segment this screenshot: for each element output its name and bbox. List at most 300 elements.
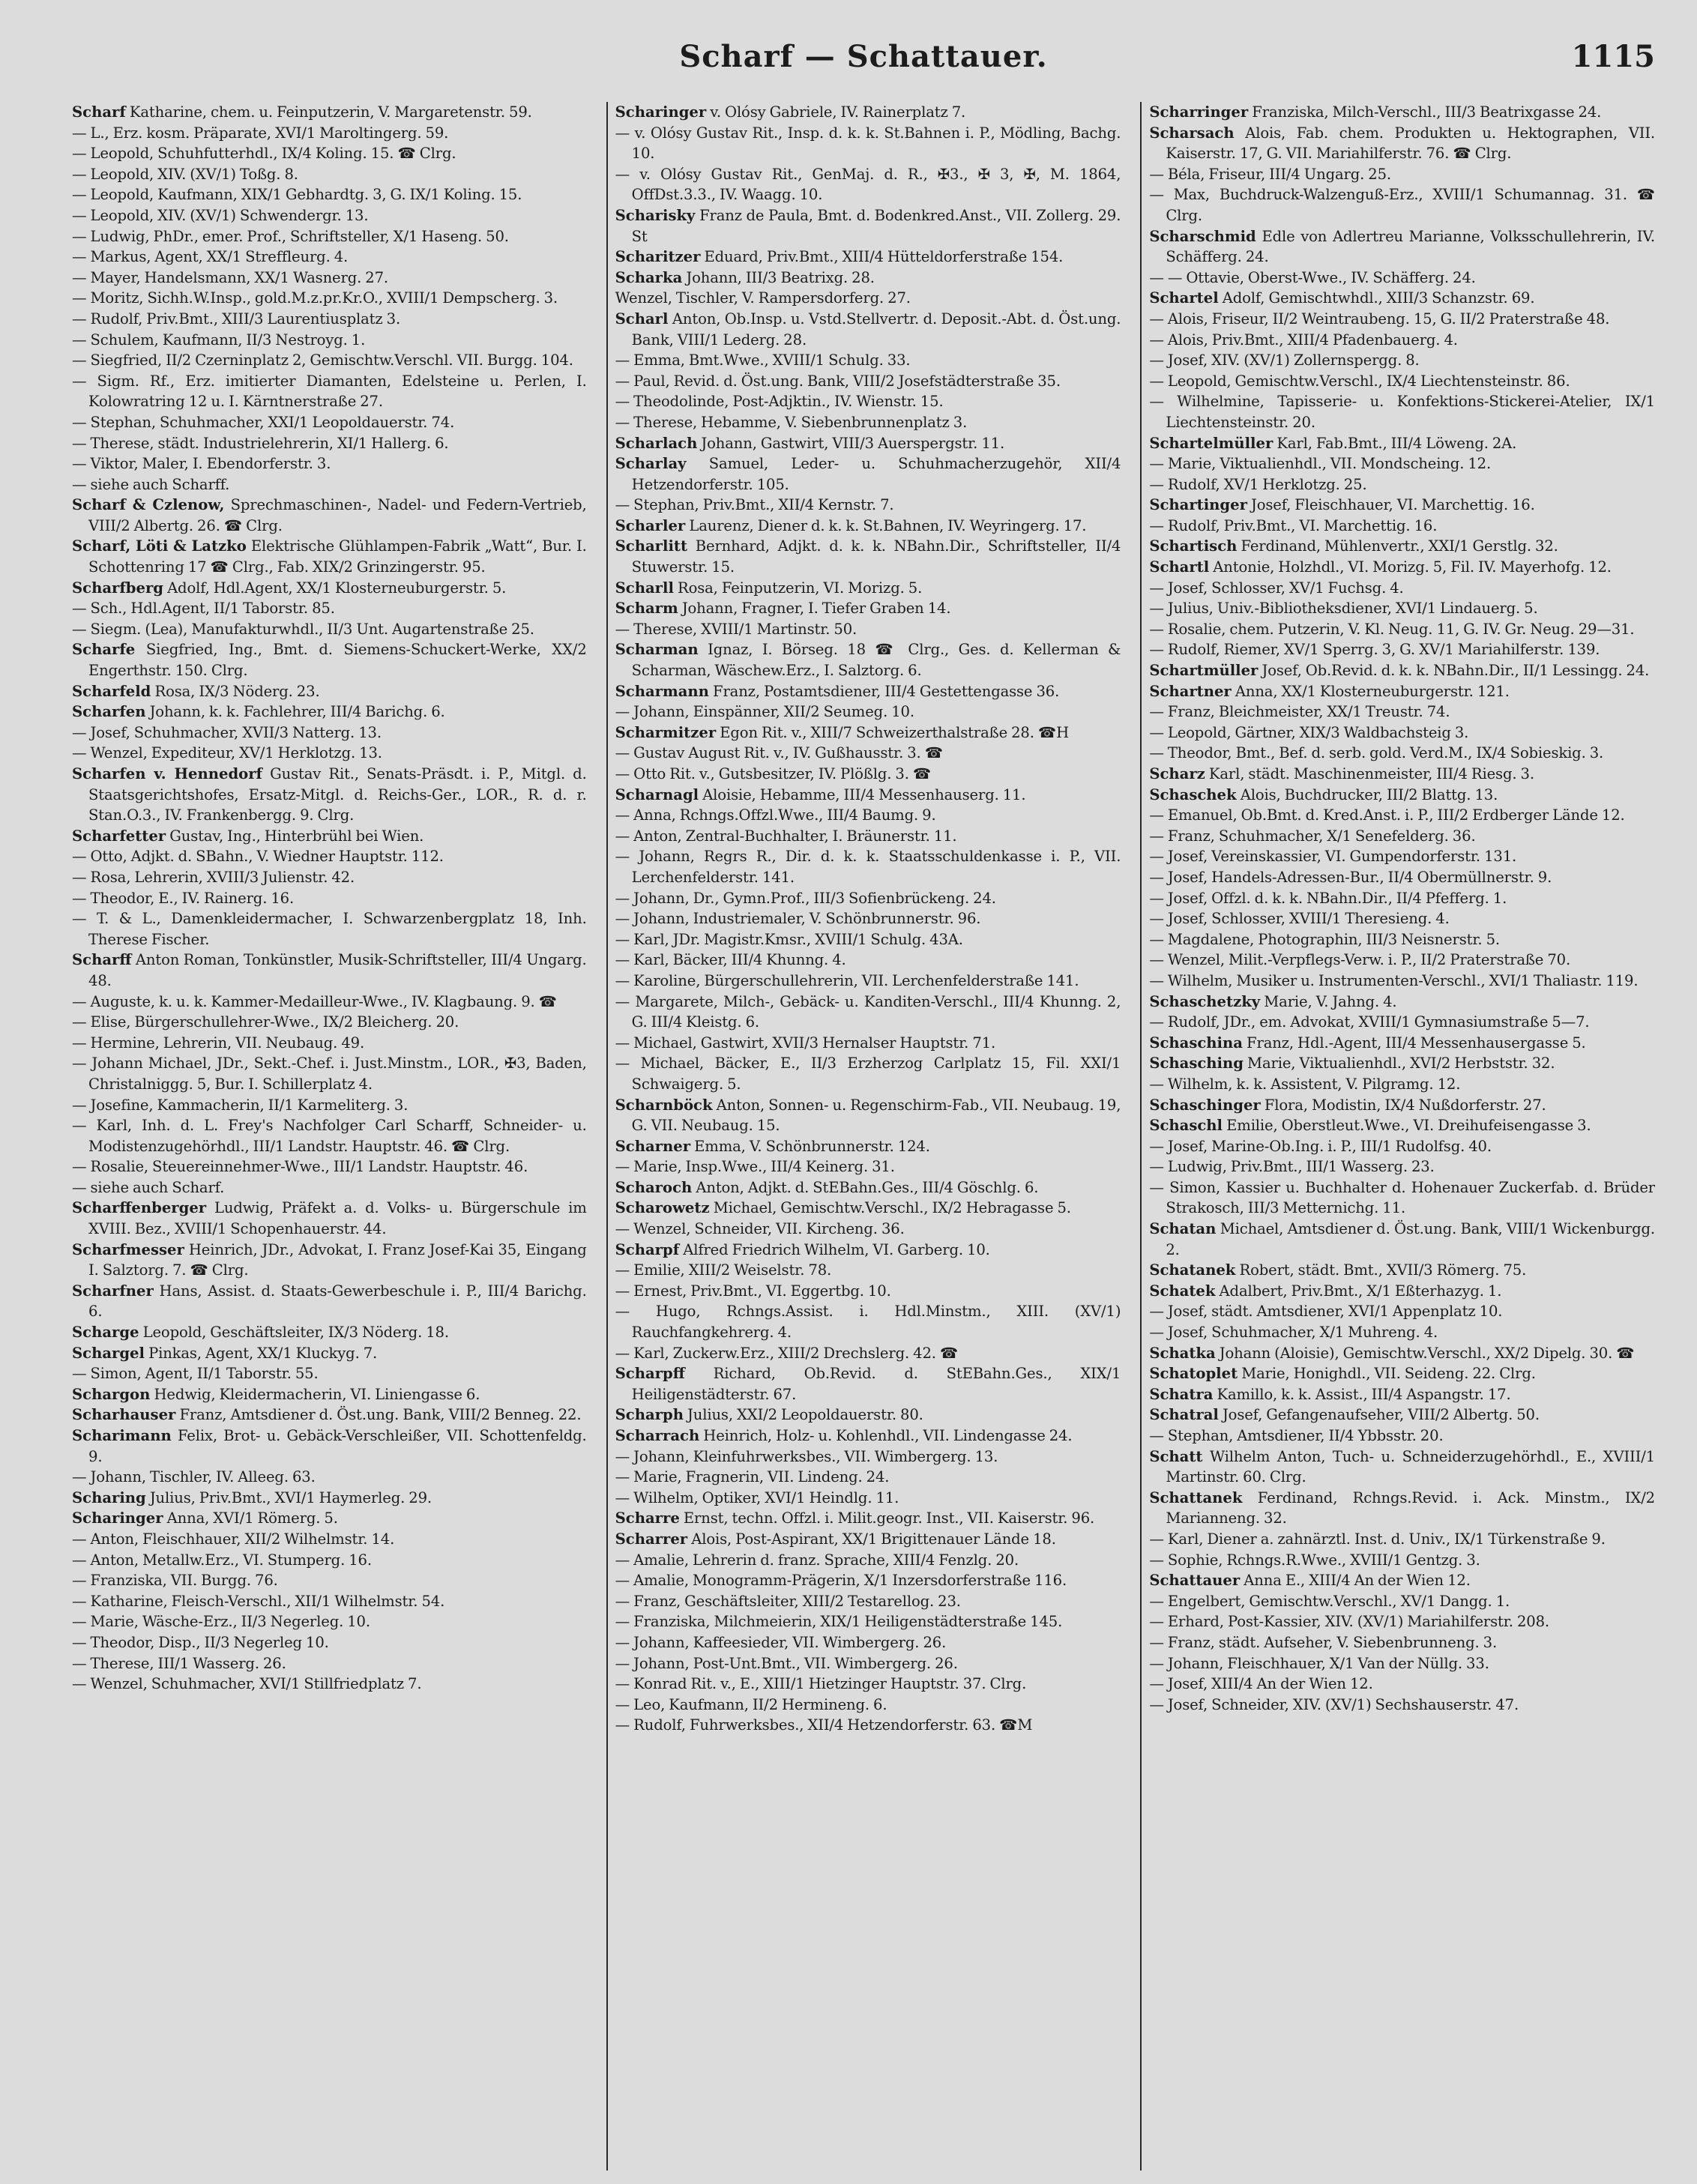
directory-entry <box>72 1156 587 1177</box>
entry-details: Antonie, Holzhdl., VI. Morizg. 5, Fil. IV. Mayerhofg. 12. <box>1213 558 1612 576</box>
directory-entry <box>1149 1570 1655 1591</box>
entry-surname: Scharoch <box>615 1178 693 1196</box>
entry-surname: Schaschl <box>1149 1117 1223 1135</box>
directory-entry <box>615 1550 1121 1571</box>
directory-entry <box>1149 1363 1655 1384</box>
directory-entry <box>72 1611 587 1632</box>
entry-details: — Johann, Kleinfuhrwerksbes., VII. Wimbergerg. 13. <box>615 1447 998 1465</box>
directory-entry <box>72 1591 587 1612</box>
entry-details: Anna, XVI/1 Römerg. 5. <box>166 1509 338 1527</box>
entry-surname: Schaschina <box>1149 1034 1243 1052</box>
entry-details: Marie, Viktualienhdl., XVI/2 Herbststr. 32. <box>1247 1055 1555 1073</box>
directory-entry <box>1149 702 1655 723</box>
directory-entry <box>1149 743 1655 764</box>
entry-surname: Schattanek <box>1149 1488 1243 1506</box>
entry-surname: Schargel <box>72 1344 145 1362</box>
directory-entry <box>1149 391 1655 432</box>
directory-entry <box>615 536 1121 577</box>
entry-details: Anton, Adjkt. d. StEBahn.Ges., III/4 Göschlg. 6. <box>696 1178 1039 1196</box>
entry-surname: Scharge <box>72 1324 139 1342</box>
entry-details: — Franziska, VII. Burgg. 76. <box>72 1572 278 1590</box>
entry-details: — Viktor, Maler, I. Ebendorferstr. 3. <box>72 455 331 473</box>
entry-details: — L., Erz. kosm. Präparate, XVI/1 Maroltingerg. 59. <box>72 124 449 142</box>
entry-details: — Rosalie, chem. Putzerin, V. Kl. Neug. 11, G. IV. Gr. Neug. 29—31. <box>1149 620 1635 638</box>
entry-details: — Josefine, Kammacherin, II/1 Karmeliterg. 3. <box>72 1096 409 1114</box>
entry-details: Heinrich, Holz- u. Kohlenhdl., VII. Lindengasse 24. <box>703 1427 1073 1444</box>
entry-details: — Wenzel, Schuhmacher, XVI/1 Stillfriedplatz 7. <box>72 1675 422 1693</box>
entry-details: — Rudolf, JDr., em. Advokat, XVIII/1 Gymnasiumstraße 5—7. <box>1149 1013 1590 1031</box>
entry-details: — Josef, Marine-Ob.Ing. i. P., III/1 Rudolfsg. 40. <box>1149 1137 1492 1155</box>
entry-details: — Schulem, Kaufmann, II/3 Nestroyg. 1. <box>72 331 366 349</box>
entry-details: — Johann, Fleischhauer, X/1 Van der Nüllg. 33. <box>1149 1654 1489 1672</box>
entry-details: Marie, V. Jahng. 4. <box>1264 992 1397 1010</box>
directory-entry <box>72 639 587 681</box>
directory-entry <box>1149 474 1655 495</box>
entry-surname: Scharsach <box>1149 124 1235 142</box>
entry-details: Karl, Fab.Bmt., III/4 Löweng. 2A. <box>1276 434 1517 452</box>
entry-details: — Auguste, k. u. k. Kammer-Medailleur-Wwe., IV. Klagbaung. 9. ☎ <box>72 992 557 1010</box>
entry-surname: Schatka <box>1149 1344 1216 1362</box>
entry-details: — Johann, Tischler, IV. Alleeg. 63. <box>72 1468 316 1486</box>
directory-entry <box>1149 578 1655 599</box>
entry-details: Flora, Modistin, IX/4 Nußdorferstr. 27. <box>1264 1096 1546 1114</box>
directory-entry <box>72 1363 587 1384</box>
entry-details: Katharine, chem. u. Feinputzerin, V. Margaretenstr. 59. <box>129 103 532 121</box>
directory-entry <box>72 1632 587 1653</box>
directory-entry <box>615 1343 1121 1364</box>
entry-surname: Scharfe <box>72 641 136 659</box>
directory-entry <box>1149 971 1655 992</box>
directory-entry <box>72 164 587 185</box>
entry-details: — Johann, Kaffeesieder, VII. Wimbergerg. 26. <box>615 1633 947 1651</box>
directory-entry <box>72 1426 587 1467</box>
directory-entry <box>1149 1095 1655 1116</box>
directory-entry <box>1149 723 1655 743</box>
entry-surname: Schatoplet <box>1149 1365 1238 1383</box>
directory-entry <box>72 288 587 309</box>
directory-entry <box>72 412 587 433</box>
entry-details: — T. & L., Damenkleidermacher, I. Schwarzenbergplatz 18, Inh. Therese Fischer. <box>72 910 587 948</box>
entry-surname: Scharmitzer <box>615 723 717 741</box>
entry-details: — Marie, Insp.Wwe., III/4 Keinerg. 31. <box>615 1158 895 1176</box>
entry-details: — Wilhelm, Musiker u. Instrumenten-Verschl., XVI/1 Thaliastr. 119. <box>1149 971 1639 989</box>
entry-details: — Karl, JDr. Magistr.Kmsr., XVIII/1 Schulg. 43A. <box>615 930 963 948</box>
directory-entry <box>72 205 587 226</box>
directory-entry <box>615 1240 1121 1261</box>
entry-details: Michael, Amtsdiener d. Öst.ung. Bank, VIII/1 Wickenburgg. 2. <box>1166 1220 1655 1258</box>
entry-details: — Josef, Schlosser, XVIII/1 Theresieng. 4. <box>1149 910 1450 928</box>
entry-details: — Wilhelm, k. k. Assistent, V. Pilgramg. 12. <box>1149 1075 1461 1093</box>
page-header <box>72 39 1655 85</box>
directory-entry <box>615 350 1121 371</box>
entry-details: Ignaz, I. Börseg. 18 ☎ Clrg., Ges. d. Kellerman & Scharman, Wäschew.Erz., I. Salztorg. 6. <box>631 641 1121 680</box>
entry-details: — Rudolf, XV/1 Herklotzg. 25. <box>1149 475 1367 493</box>
entry-details: — Karl, Bäcker, III/4 Khunng. 4. <box>615 951 846 969</box>
directory-entry <box>615 268 1121 289</box>
directory-entry <box>1149 1632 1655 1653</box>
column-right <box>1140 102 1655 2171</box>
entry-details: — Margarete, Milch-, Gebäck- u. Kanditen-Verschl., III/4 Khunng. 2, G. III/4 Kleistg. 6. <box>615 992 1121 1031</box>
entry-surname: Scharinger <box>72 1509 163 1527</box>
directory-entry <box>72 1095 587 1116</box>
directory-entry <box>615 433 1121 454</box>
directory-entry <box>615 1260 1121 1281</box>
entry-surname: Scharisky <box>615 206 696 224</box>
entry-details: — Theodolinde, Post-Adjktin., IV. Wienstr. 15. <box>615 393 944 411</box>
directory-entry <box>615 1488 1121 1509</box>
entry-details: — Siegm. (Lea), Manufakturwhdl., II/3 Unt. Augartenstraße 25. <box>72 620 534 638</box>
directory-entry <box>615 992 1121 1033</box>
entry-surname: Scharfmesser <box>72 1240 184 1258</box>
directory-entry <box>615 888 1121 909</box>
entry-details: — siehe auch Scharff. <box>72 475 230 493</box>
directory-entry <box>72 1550 587 1571</box>
entry-surname: Scharowetz <box>615 1199 710 1217</box>
entry-surname: Scharf & Czlenow, <box>72 496 225 514</box>
directory-entry <box>1149 1053 1655 1074</box>
directory-entry <box>72 908 587 950</box>
directory-entry <box>72 268 587 289</box>
entry-details: — Michael, Bäcker, E., II/3 Erzherzog Carlplatz 15, Fil. XXI/1 Schwaigerg. 5. <box>615 1055 1121 1093</box>
directory-entry <box>615 1136 1121 1157</box>
directory-entry <box>615 1095 1121 1136</box>
entry-details: Hans, Assist. d. Staats-Gewerbeschule i. P., III/4 Barichg. 6. <box>88 1282 587 1321</box>
entry-surname: Scharimann <box>72 1427 172 1444</box>
entry-details: Adalbert, Priv.Bmt., X/1 Eßterhazyg. 1. <box>1219 1282 1502 1300</box>
directory-entry <box>615 1405 1121 1426</box>
directory-entry <box>1149 1115 1655 1136</box>
directory-entry <box>615 1363 1121 1405</box>
directory-entry <box>1149 888 1655 909</box>
directory-entry <box>72 1384 587 1405</box>
directory-entry <box>615 929 1121 950</box>
entry-details: — Stephan, Priv.Bmt., XII/4 Kernstr. 7. <box>615 496 894 514</box>
entry-details: — Emma, Bmt.Wwe., XVIII/1 Schulg. 33. <box>615 352 911 369</box>
entry-details: Julius, Priv.Bmt., XVI/1 Haymerleg. 29. <box>149 1488 432 1506</box>
directory-entry <box>615 495 1121 516</box>
entry-details: Johann, Gastwirt, VIII/3 Auerspergstr. 11. <box>701 434 1005 452</box>
entry-details: Josef, Fleischhauer, VI. Marchettig. 16. <box>1251 496 1535 514</box>
entry-details: Egon Rit. v., XIII/7 Schweizerthalstraße 28. ☎H <box>720 723 1070 741</box>
directory-entry <box>615 1695 1121 1716</box>
directory-entry <box>615 1053 1121 1094</box>
directory-entry <box>72 723 587 743</box>
entry-details: — v. Olósy Gustav Rit., GenMaj. d. R., ✠3., ✠ 3, ✠, M. 1864, OffDst.3.3., IV. Waagg. 10. <box>615 165 1121 204</box>
entry-details: — Rudolf, Riemer, XV/1 Sperrg. 3, G. XV/1 Mariahilferstr. 139. <box>1149 641 1600 659</box>
entry-details: — Therese, Hebamme, V. Siebenbrunnenplatz 3. <box>615 413 968 431</box>
entry-details: — Wenzel, Schneider, VII. Kircheng. 36. <box>615 1220 905 1238</box>
directory-entry <box>72 184 587 205</box>
entry-details: — Johann, Einspänner, XII/2 Seumeg. 10. <box>615 703 914 721</box>
entry-details: — Hermine, Lehrerin, VII. Neubaug. 49. <box>72 1034 365 1052</box>
entry-surname: Schatra <box>1149 1385 1214 1403</box>
directory-entry <box>1149 1674 1655 1695</box>
directory-entry <box>72 123 587 144</box>
entry-surname: Schartner <box>1149 682 1232 700</box>
directory-entry <box>615 164 1121 205</box>
directory-entry <box>615 102 1121 123</box>
entry-details: Josef, Gefangenaufseher, VIII/2 Albertg. 50. <box>1222 1406 1540 1424</box>
directory-entry <box>615 1219 1121 1240</box>
entry-details: Laurenz, Diener d. k. k. St.Bahnen, IV. Weyringerg. 17. <box>689 516 1087 534</box>
entry-details: — Michael, Gastwirt, XVII/3 Hernalser Hauptstr. 71. <box>615 1034 996 1052</box>
entry-details: Johann, III/3 Beatrixg. 28. <box>686 268 875 286</box>
entry-details: Rosa, Feinputzerin, VI. Morizg. 5. <box>677 579 923 597</box>
entry-details: — Johann, Dr., Gymn.Prof., III/3 Sofienbrückeng. 24. <box>615 889 996 907</box>
entry-details: Franz, Hdl.-Agent, III/4 Messenhausergasse 5. <box>1247 1034 1586 1052</box>
entry-surname: Scharhauser <box>72 1406 176 1424</box>
directory-entry <box>1149 309 1655 330</box>
directory-entry <box>1149 1591 1655 1612</box>
entry-surname: Scharf, Löti & Latzko <box>72 537 247 555</box>
entry-details: — Leopold, XIV. (XV/1) Toßg. 8. <box>72 165 298 183</box>
directory-entry <box>1149 681 1655 702</box>
directory-entry <box>72 1198 587 1239</box>
directory-entry <box>72 1115 587 1156</box>
entry-details: — Leopold, Gemischtw.Verschl., IX/4 Liechtensteinstr. 86. <box>1149 372 1570 390</box>
entry-details: — Siegfried, II/2 Czerninplatz 2, Gemischtw.Verschl. VII. Burgg. 104. <box>72 352 573 369</box>
entry-details: Rosa, IX/3 Nöderg. 23. <box>154 682 320 700</box>
directory-entry <box>72 950 587 991</box>
entry-details: — Marie, Fragnerin, VII. Lindeng. 24. <box>615 1468 890 1486</box>
entry-details: Siegfried, Ing., Bmt. d. Siemens-Schuckert-Werke, XX/2 Engerthstr. 150. Clrg. <box>88 641 587 680</box>
entry-details: — Josef, Schuhmacher, XVII/3 Natterg. 13. <box>72 723 382 741</box>
entry-details: — Anton, Zentral-Buchhalter, I. Bräunerstr. 11. <box>615 827 957 845</box>
entry-details: — Wilhelm, Optiker, XVI/1 Heindlg. 11. <box>615 1488 899 1506</box>
directory-entry <box>1149 619 1655 640</box>
entry-surname: Scharinger <box>615 103 707 121</box>
directory-entry <box>615 205 1121 247</box>
entry-details: Adolf, Gemischtwhdl., XIII/3 Schanzstr. 69. <box>1222 289 1535 307</box>
entry-details: — Sigm. Rf., Erz. imitierter Diamanten, Edelsteine u. Perlen, I. Kolowratring 12 u. I. Kärntnerstraße 27. <box>72 372 587 411</box>
directory-entry <box>1149 764 1655 785</box>
directory-entry <box>72 743 587 764</box>
directory-entry <box>1149 557 1655 578</box>
entry-details: — Simon, Agent, II/1 Taborstr. 55. <box>72 1365 319 1383</box>
entry-details: — Franz, Schuhmacher, X/1 Senefelderg. 36. <box>1149 827 1476 845</box>
entry-details: — Amalie, Monogramm-Prägerin, X/1 Inzersdorferstraße 116. <box>615 1572 1067 1590</box>
entry-surname: Schatan <box>1149 1220 1217 1238</box>
directory-entry <box>72 536 587 577</box>
entry-details: — Markus, Agent, XX/1 Streffleurg. 4. <box>72 248 349 266</box>
directory-entry <box>1149 992 1655 1013</box>
directory-entry <box>615 723 1121 743</box>
entry-surname: Schartinger <box>1149 496 1247 514</box>
directory-entry <box>72 1343 587 1364</box>
directory-entry <box>615 598 1121 619</box>
entry-details: — Marie, Wäsche-Erz., II/3 Negerleg. 10. <box>72 1613 370 1631</box>
directory-entry <box>615 1674 1121 1695</box>
entry-details: — Anton, Fleischhauer, XII/2 Wilhelmstr. 14. <box>72 1530 395 1548</box>
directory-entry <box>72 992 587 1013</box>
directory-entry <box>1149 268 1655 289</box>
entry-surname: Scharman <box>615 641 699 659</box>
directory-entry <box>615 1301 1121 1342</box>
entry-details: — Therese, städt. Industrielehrerin, XI/1 Hallerg. 6. <box>72 434 449 452</box>
entry-details: Bernhard, Adjkt. d. k. k. NBahn.Dir., Schriftsteller, II/4 Stuwerstr. 15. <box>631 537 1121 576</box>
entry-details: — Elise, Bürgerschullehrer-Wwe., IX/2 Bleicherg. 20. <box>72 1013 459 1031</box>
entry-details: — Simon, Kassier u. Buchhalter d. Hohenauer Zuckerfab. d. Brüder Strakosch, III/3 Metternichg. 11. <box>1149 1178 1655 1217</box>
directory-entry <box>615 247 1121 268</box>
entry-details: — Rudolf, Priv.Bmt., VI. Marchettig. 16. <box>1149 516 1438 534</box>
entry-surname: Scharl <box>615 310 669 328</box>
entry-surname: Scharka <box>615 268 683 286</box>
entry-surname: Scharlitt <box>615 537 687 555</box>
directory-entry <box>72 598 587 619</box>
entry-details: Johann, k. k. Fachlehrer, III/4 Barichg. 6. <box>149 703 445 721</box>
directory-entry <box>615 1570 1121 1591</box>
entry-details: — Josef, Schuhmacher, X/1 Muhreng. 4. <box>1149 1324 1438 1342</box>
directory-entry <box>615 1715 1121 1736</box>
entry-details: — Konrad Rit. v., E., XIII/1 Hietzinger Hauptstr. 37. Clrg. <box>615 1675 1027 1693</box>
directory-entry <box>1149 1488 1655 1529</box>
entry-surname: Scharitzer <box>615 248 701 266</box>
directory-entry <box>615 639 1121 681</box>
directory-entry <box>1149 1301 1655 1322</box>
directory-entry <box>72 495 587 536</box>
directory-entry <box>615 123 1121 164</box>
directory-entry <box>615 826 1121 847</box>
entry-details: Gustav, Ing., Hinterbrühl bei Wien. <box>169 827 424 845</box>
entry-details: — Therese, III/1 Wasserg. 26. <box>72 1654 286 1672</box>
directory-entry <box>1149 495 1655 516</box>
entry-details: Samuel, Leder- u. Schuhmacherzugehör, XII/4 Hetzendorferstr. 105. <box>631 455 1121 493</box>
entry-surname: Scharff <box>72 951 132 969</box>
entry-surname: Scharll <box>615 579 674 597</box>
entry-details: — Ernest, Priv.Bmt., VI. Eggertbg. 10. <box>615 1282 891 1300</box>
entry-details: — Theodor, Bmt., Bef. d. serb. gold. Verd.M., IX/4 Sobieskig. 3. <box>1149 744 1604 762</box>
entry-details: — Johann, Regrs R., Dir. d. k. k. Staatsschuldenkasse i. P., VII. Lerchenfelderstr. 141. <box>615 848 1121 886</box>
directory-entry <box>615 785 1121 806</box>
entry-details: Richard, Ob.Revid. d. StEBahn.Ges., XIX/1 Heiligenstädterstr. 67. <box>631 1365 1121 1403</box>
directory-entry <box>72 330 587 351</box>
entry-surname: Scharm <box>615 600 678 618</box>
directory-entry <box>615 1447 1121 1467</box>
directory-entry <box>1149 805 1655 826</box>
entry-details: — Ludwig, PhDr., emer. Prof., Schriftsteller, X/1 Haseng. 50. <box>72 227 509 245</box>
directory-entry <box>1149 598 1655 619</box>
directory-entry <box>72 867 587 888</box>
directory-entry <box>1149 1695 1655 1716</box>
entry-details: Ferdinand, Mühlenvertr., XXI/1 Gerstlg. 32. <box>1241 537 1558 555</box>
entry-details: Emma, V. Schönbrunnerstr. 124. <box>694 1137 930 1155</box>
entry-details: Josef, Ob.Revid. d. k. k. NBahn.Dir., II/1 Lessingg. 24. <box>1262 662 1650 680</box>
entry-details: Franziska, Milch-Verschl., III/3 Beatrixgasse 24. <box>1252 103 1602 121</box>
entry-details: — Johann, Industriemaler, V. Schönbrunnerstr. 96. <box>615 910 981 928</box>
entry-details: Pinkas, Agent, XX/1 Kluckyg. 7. <box>148 1344 378 1362</box>
directory-entry <box>615 846 1121 887</box>
entry-surname: Scharz <box>1149 765 1205 782</box>
directory-entry <box>615 412 1121 433</box>
directory-entry <box>1149 1653 1655 1674</box>
directory-entry <box>1149 1426 1655 1447</box>
entry-details: — Josef, Vereinskassier, VI. Gumpendorferstr. 131. <box>1149 848 1517 866</box>
directory-entry <box>72 1653 587 1674</box>
entry-details: Robert, städt. Bmt., XVII/3 Römerg. 75. <box>1239 1261 1527 1279</box>
entry-surname: Schattauer <box>1149 1572 1241 1590</box>
entry-details: Franz, Amtsdiener d. Öst.ung. Bank, VIII/2 Benneg. 22. <box>179 1406 582 1424</box>
directory-entry <box>615 1611 1121 1632</box>
entry-details: — Josef, Schlosser, XV/1 Fuchsg. 4. <box>1149 579 1404 597</box>
running-head: Scharf — Schattauer. <box>679 39 1048 74</box>
entry-surname: Schatanek <box>1149 1261 1236 1279</box>
entry-details: — Béla, Friseur, III/4 Ungarg. 25. <box>1149 165 1392 183</box>
entry-surname: Scharing <box>72 1488 146 1506</box>
entry-details: — Paul, Revid. d. Öst.ung. Bank, VIII/2 Josefstädterstraße 35. <box>615 372 1061 390</box>
entry-surname: Schartmüller <box>1149 662 1259 680</box>
directory-entry <box>615 1632 1121 1653</box>
entry-details: — Josef, städt. Amtsdiener, XVI/1 Appenplatz 10. <box>1149 1303 1503 1321</box>
entry-surname: Schartisch <box>1149 537 1238 555</box>
directory-entry <box>615 1529 1121 1550</box>
directory-entry <box>72 453 587 474</box>
entry-details: — Leopold, Gärtner, XIX/3 Waldbachsteig 3. <box>1149 723 1469 741</box>
entry-details: — Franz, Bleichmeister, XX/1 Treustr. 74. <box>1149 703 1450 721</box>
entry-details: Alois, Post-Aspirant, XX/1 Brigittenauer Lände 18. <box>691 1530 1056 1548</box>
entry-details: — Therese, XVIII/1 Martinstr. 50. <box>615 620 857 638</box>
directory-entry <box>1149 1260 1655 1281</box>
entry-details: Anton, Sonnen- u. Regenschirm-Fab., VII. Neubaug. 19, G. VII. Neubaug. 15. <box>631 1096 1121 1135</box>
entry-details: Hedwig, Kleidermacherin, VI. Liniengasse 6. <box>154 1385 480 1403</box>
directory-entry <box>1149 1611 1655 1632</box>
directory-entry <box>72 702 587 723</box>
entry-details: Alois, Fab. chem. Produkten u. Hektographen, VII. Kaiserstr. 17, G. VII. Mariahilferstr. 76. ☎ Clrg. <box>1166 124 1655 163</box>
entry-details: — Alois, Friseur, II/2 Weintraubeng. 15, G. II/2 Praterstraße 48. <box>1149 310 1610 328</box>
entry-details: Wenzel, Tischler, V. Rampersdorferg. 27. <box>615 289 911 307</box>
entry-details: — Franz, städt. Aufseher, V. Siebenbrunneng. 3. <box>1149 1633 1498 1651</box>
directory-entry <box>72 1012 587 1033</box>
directory-entry <box>615 1156 1121 1177</box>
directory-entry <box>1149 1136 1655 1157</box>
entry-surname: Scharschmid <box>1149 227 1256 245</box>
entry-surname: Scharph <box>615 1406 684 1424</box>
directory-entry <box>72 371 587 412</box>
directory-entry <box>72 1674 587 1695</box>
directory-entry <box>72 1053 587 1094</box>
directory-entry <box>1149 350 1655 371</box>
entry-surname: Scharfen <box>72 703 146 721</box>
entry-surname: Scharfen v. Hennedorf <box>72 765 262 782</box>
directory-entry <box>615 578 1121 599</box>
directory-entry <box>615 371 1121 392</box>
entry-details: Gustav Rit., Senats-Präsdt. i. P., Mitgl. d. Staatsgerichtshofes, Ersatz-Mitgl. d. Reichs-Ger., LOR., R. d. r. Stan.O.3., IV. Frankenbergg. 9. Clrg. <box>88 765 587 824</box>
entry-details: — Sophie, Rchngs.R.Wwe., XVIII/1 Gentzg. 3. <box>1149 1551 1480 1569</box>
directory-entry <box>1149 950 1655 971</box>
entry-surname: Scharlay <box>615 455 687 473</box>
directory-entry <box>615 971 1121 992</box>
directory-entry <box>1149 371 1655 392</box>
entry-details: — Franz, Geschäftsleiter, XIII/2 Testarellog. 23. <box>615 1592 961 1610</box>
directory-entry <box>1149 1012 1655 1033</box>
entry-details: — Otto, Adjkt. d. SBahn., V. Wiedner Hauptstr. 112. <box>72 848 444 866</box>
entry-details: — — Ottavie, Oberst-Wwe., IV. Schäfferg. 24. <box>1149 268 1476 286</box>
entry-details: Kamillo, k. k. Assist., III/4 Aspangstr. 17. <box>1217 1385 1511 1403</box>
directory-entry <box>72 1529 587 1550</box>
entry-details: — Emilie, XIII/2 Weiselstr. 78. <box>615 1261 832 1279</box>
directory-entry <box>615 1281 1121 1302</box>
entry-details: — Rudolf, Priv.Bmt., XIII/3 Laurentiusplatz 3. <box>72 310 401 328</box>
entry-surname: Scharmann <box>615 682 709 700</box>
entry-details: — Alois, Priv.Bmt., XIII/4 Pfadenbauerg. 4. <box>1149 331 1458 349</box>
directory-entry <box>72 1177 587 1198</box>
directory-entry <box>1149 1343 1655 1364</box>
entry-details: — Josef, Schneider, XIV. (XV/1) Sechshauserstr. 47. <box>1149 1695 1519 1713</box>
entry-details: Michael, Gemischtw.Verschl., IX/2 Hebragasse 5. <box>713 1199 1071 1217</box>
directory-entry <box>1149 433 1655 454</box>
directory-entry <box>615 391 1121 412</box>
directory-entry <box>1149 1550 1655 1571</box>
entry-details: Franz de Paula, Bmt. d. Bodenkred.Anst., VII. Zollerg. 29. St <box>631 206 1121 245</box>
